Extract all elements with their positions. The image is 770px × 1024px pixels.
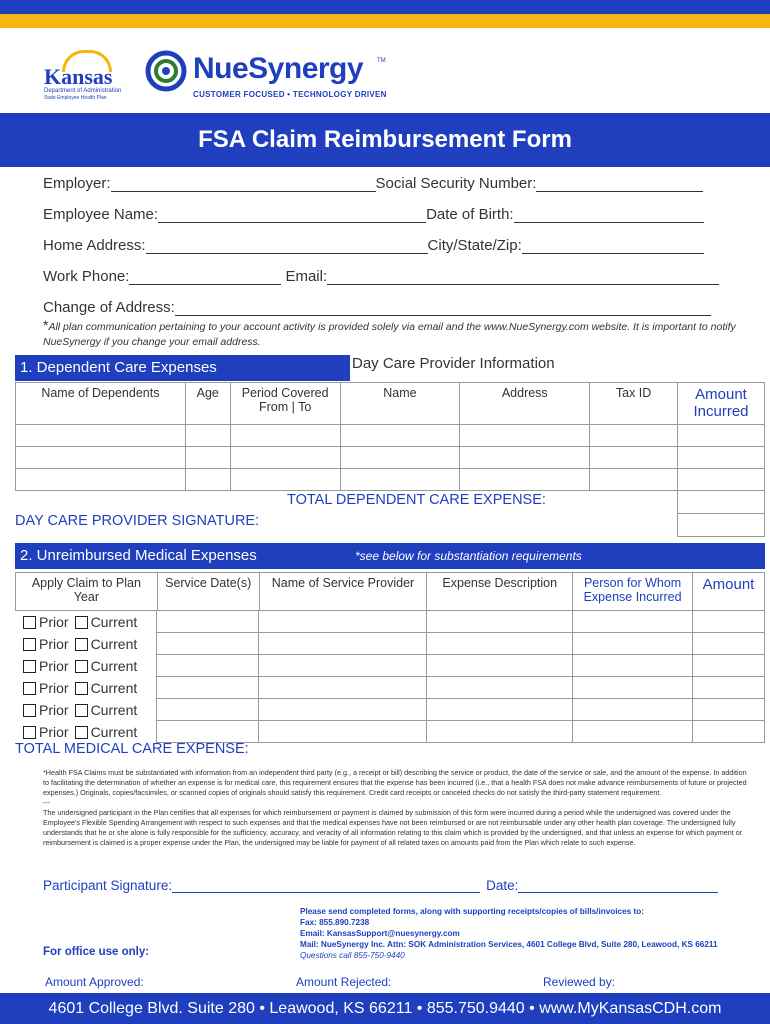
col-person: [573, 573, 693, 611]
fine-print-divider: ---: [43, 798, 51, 807]
send-mail: Mail: NueSynergy Inc. Attn: SOK Administration Services, 4601 College Blvd, Suite 280, Leawood, KS 66211: [300, 940, 718, 949]
plan-year-cell: [15, 677, 157, 699]
plan-year-cell: [15, 655, 157, 677]
col-period-label: Period Covered: [241, 386, 329, 400]
table-cell[interactable]: [157, 633, 259, 655]
col-med-amount-label: Amount: [702, 576, 755, 593]
current-checkbox[interactable]: [75, 616, 88, 629]
home-address-field[interactable]: [146, 238, 428, 254]
top-color-bar: [0, 0, 770, 28]
col-amount: [678, 383, 765, 425]
current-checkbox[interactable]: [75, 660, 88, 673]
ssn-label: Social Security Number:: [375, 175, 537, 192]
table-row[interactable]: [16, 425, 765, 447]
employee-name-label: Employee Name:: [43, 206, 159, 223]
employer-field[interactable]: [111, 176, 376, 192]
table-cell[interactable]: [427, 699, 573, 721]
current-label: Current: [90, 613, 138, 630]
medical-expense-table: [15, 572, 765, 611]
section1-header: [15, 355, 350, 381]
col-plan-year-label: Apply Claim to Plan: [31, 576, 141, 590]
substantiation-text: [43, 768, 748, 848]
work-phone-field[interactable]: [129, 269, 281, 285]
table-row[interactable]: [16, 469, 765, 491]
table-cell[interactable]: [573, 721, 693, 743]
nuesynergy-trademark: TM: [377, 58, 386, 64]
participant-signature-field[interactable]: [172, 879, 480, 893]
prior-checkbox[interactable]: [23, 682, 36, 695]
table-cell[interactable]: [573, 633, 693, 655]
table-cell[interactable]: [157, 655, 259, 677]
email-field[interactable]: [327, 269, 719, 285]
col-provider: [259, 573, 427, 611]
table-cell[interactable]: [157, 677, 259, 699]
col-age-label: Age: [196, 386, 219, 400]
table-cell[interactable]: [259, 655, 427, 677]
prior-checkbox[interactable]: [23, 660, 36, 673]
table-row[interactable]: [15, 721, 765, 743]
ssn-field[interactable]: [536, 176, 703, 192]
current-label: Current: [90, 679, 138, 696]
total-dependent-label: TOTAL DEPENDENT CARE EXPENSE:: [287, 492, 546, 508]
change-address-field[interactable]: [175, 300, 711, 316]
table-cell[interactable]: [693, 699, 765, 721]
row-employer: [43, 175, 703, 192]
col-description-label: Expense Description: [442, 576, 558, 590]
table-cell[interactable]: [259, 611, 427, 633]
row-work-phone: [43, 268, 719, 285]
table-cell[interactable]: [693, 611, 765, 633]
plan-year-cell: [15, 611, 157, 633]
prior-label: Prior: [39, 701, 69, 718]
current-checkbox[interactable]: [75, 704, 88, 717]
row-change-address: [43, 299, 711, 316]
table-cell[interactable]: [573, 611, 693, 633]
email-notice: [43, 318, 743, 350]
table-row[interactable]: [15, 611, 765, 633]
plan-year-cell: [15, 699, 157, 721]
table-cell[interactable]: [259, 721, 427, 743]
participant-signature-row: [43, 878, 733, 893]
table-header-row: [16, 383, 765, 425]
plan-year-cell: [15, 721, 157, 743]
col-taxid: [590, 383, 678, 425]
col-person-label: Person for Whom: [583, 576, 682, 590]
city-state-zip-field[interactable]: [522, 238, 704, 254]
top-yellow-stripe: [0, 14, 770, 28]
date-label: Date:: [486, 878, 519, 893]
table-row[interactable]: [15, 655, 765, 677]
current-checkbox[interactable]: [75, 682, 88, 695]
table-cell[interactable]: [259, 677, 427, 699]
col-plan-year-sub: Year: [73, 590, 99, 604]
plan-year-cell: [15, 633, 157, 655]
reviewed-by-label: Reviewed by:: [543, 975, 616, 989]
col-name: [340, 383, 460, 425]
table-cell[interactable]: [693, 677, 765, 699]
title-bar: [0, 113, 770, 167]
email-notice-text: All plan communication pertaining to your account activity is provided solely via email and the www.NueSynergy.com website. It is important to notify NueSynergy if you change your email address.: [43, 321, 736, 348]
table-row[interactable]: [15, 633, 765, 655]
row-home-address: [43, 237, 704, 254]
table-row[interactable]: [15, 677, 765, 699]
table-cell[interactable]: [157, 611, 259, 633]
prior-label: Prior: [39, 613, 69, 630]
section2-note: *see below for substantiation requirements: [355, 549, 582, 563]
table-row[interactable]: [15, 699, 765, 721]
col-address: [460, 383, 590, 425]
current-label: Current: [90, 701, 138, 718]
city-state-zip-label: City/State/Zip:: [427, 237, 522, 254]
col-dependents: [16, 383, 186, 425]
prior-checkbox[interactable]: [23, 638, 36, 651]
col-incurred-label: Incurred: [693, 403, 749, 420]
office-use-label: For office use only:: [43, 946, 150, 958]
nuesynergy-logo: [145, 50, 405, 110]
table-cell[interactable]: [427, 633, 573, 655]
col-person-sub: Expense Incurred: [583, 590, 682, 604]
table-cell[interactable]: [259, 633, 427, 655]
current-checkbox[interactable]: [75, 726, 88, 739]
table-cell[interactable]: [693, 655, 765, 677]
amount-approved-label: Amount Approved:: [45, 975, 144, 989]
current-label: Current: [90, 723, 138, 740]
col-taxid-label: Tax ID: [615, 386, 652, 400]
email-label: Email:: [285, 268, 328, 285]
table-cell[interactable]: [573, 699, 693, 721]
col-med-amount: [693, 573, 765, 611]
provider-signature-label[interactable]: DAY CARE PROVIDER SIGNATURE:: [15, 513, 260, 529]
table-cell[interactable]: [427, 611, 573, 633]
nuesynergy-tagline: CUSTOMER FOCUSED • TECHNOLOGY DRIVEN: [193, 90, 387, 99]
send-email[interactable]: Email: KansasSupport@nuesynergy.com: [300, 929, 460, 938]
provider-info-title: Day Care Provider Information: [352, 355, 555, 372]
send-instructions: [300, 906, 760, 961]
table-cell[interactable]: [693, 721, 765, 743]
table-cell[interactable]: [427, 677, 573, 699]
col-name-label: Name: [383, 386, 417, 400]
col-age: [185, 383, 230, 425]
top-blue-stripe: [0, 0, 770, 14]
employer-label: Employer:: [43, 175, 111, 192]
change-address-label: Change of Address:: [43, 299, 175, 316]
current-checkbox[interactable]: [75, 638, 88, 651]
substantiation-paragraph: *Health FSA Claims must be substantiated with information from an independent third party (e.g., a receipt or bill) describing the service or product, the date of the service or sale, and the amount of the expense. In addition to facilitating the determination of whether an expense is for medical care, this requirement ensures that the expense has been incurred (i.e., that a health FSA does not make advance reimbursements of future or projected expenses.) Originals, copies/facsimiles, or scanned copies of originals should satisfy this requirement. Credit card receipts or canceled checks do not satisfy the third-party statement requirement.: [43, 768, 747, 797]
col-provider-label: Name of Service Provider: [271, 576, 415, 590]
total-medical-label: TOTAL MEDICAL CARE EXPENSE:: [15, 741, 249, 757]
send-intro: Please send completed forms, along with supporting receipts/copies of bills/invoices to:: [300, 907, 644, 916]
col-period-sub-label: From | To: [258, 400, 312, 414]
page-title: FSA Claim Reimbursement Form: [198, 126, 572, 153]
table-row[interactable]: [16, 447, 765, 469]
section2-header: [15, 543, 765, 569]
dob-label: Date of Birth:: [426, 206, 514, 223]
logo-area: [0, 40, 770, 110]
dob-field[interactable]: [514, 207, 704, 223]
nuesynergy-mark-icon: [145, 50, 187, 92]
page-footer: 4601 College Blvd. Suite 280 • Leawood, KS 66211 • 855.750.9440 • www.MyKansasCDH.com: [0, 993, 770, 1024]
certification-paragraph: The undersigned participant in the Plan certifies that all expenses for which reimbursement or payment is claimed by submission of this form were incurred during a period while the undersigned was covered under the Employee's Flexible Spending Arrangement with respect to such expenses and that the medical expenses have not been reimbursed or are not reimbursable under any other health plan coverage. The undersigned fully understands that he or she alone is fully responsible for the sufficiency, accuracy, and veracity of all information relating to this claim which is provided by the undersigned, and that unless an expense for which payment or reimbursement is claimed is a proper expense under the Plan, the undersigned may be liable for payment of all related taxes on amounts paid from the Plan which relate to such expense.: [43, 808, 743, 847]
table-cell[interactable]: [427, 721, 573, 743]
table-cell[interactable]: [573, 677, 693, 699]
kansas-logo-name: Kansas: [44, 64, 113, 89]
section2-title: 2. Unreimbursed Medical Expenses: [20, 547, 257, 564]
prior-checkbox[interactable]: [23, 616, 36, 629]
table-cell[interactable]: [157, 699, 259, 721]
table-header-row: [16, 573, 765, 611]
note-asterisk: *: [43, 317, 49, 333]
prior-label: Prior: [39, 657, 69, 674]
kansas-logo-subtitle-2: State Employee Health Plan: [44, 95, 107, 101]
prior-label: Prior: [39, 723, 69, 740]
current-label: Current: [90, 657, 138, 674]
col-amount-label: Amount: [695, 386, 747, 403]
participant-signature-label: Participant Signature:: [43, 878, 173, 893]
prior-label: Prior: [39, 635, 69, 652]
table-cell[interactable]: [259, 699, 427, 721]
table-cell[interactable]: [573, 655, 693, 677]
col-plan-year: [16, 573, 158, 611]
section1-title: 1. Dependent Care Expenses: [20, 359, 217, 376]
table-cell[interactable]: [693, 633, 765, 655]
prior-label: Prior: [39, 679, 69, 696]
kansas-logo: [40, 50, 130, 100]
current-label: Current: [90, 635, 138, 652]
prior-checkbox[interactable]: [23, 704, 36, 717]
kansas-logo-subtitle: Department of Administration: [44, 88, 122, 94]
work-phone-label: Work Phone:: [43, 268, 130, 285]
date-field[interactable]: [518, 879, 718, 893]
row-employee-name: [43, 206, 704, 223]
col-description: [427, 573, 573, 611]
nuesynergy-brand-name: NueSynergy: [193, 52, 364, 85]
total-dependent-amount[interactable]: [678, 491, 765, 514]
col-dependents-label: Name of Dependents: [41, 386, 160, 400]
col-period: [230, 383, 340, 425]
home-address-label: Home Address:: [43, 237, 146, 254]
col-service-date: [157, 573, 259, 611]
medical-expense-rows: [15, 610, 765, 743]
amount-rejected-label: Amount Rejected:: [296, 975, 392, 989]
col-service-date-label: Service Date(s): [165, 576, 252, 590]
employee-name-field[interactable]: [158, 207, 426, 223]
col-address-label: Address: [501, 386, 548, 400]
signature-amount-cell[interactable]: [678, 514, 765, 537]
table-cell[interactable]: [427, 655, 573, 677]
prior-checkbox[interactable]: [23, 726, 36, 739]
send-fax: Fax: 855.890.7238: [300, 918, 370, 927]
send-questions: Questions call 855-750-9440: [300, 951, 405, 960]
table-cell[interactable]: [157, 721, 259, 743]
